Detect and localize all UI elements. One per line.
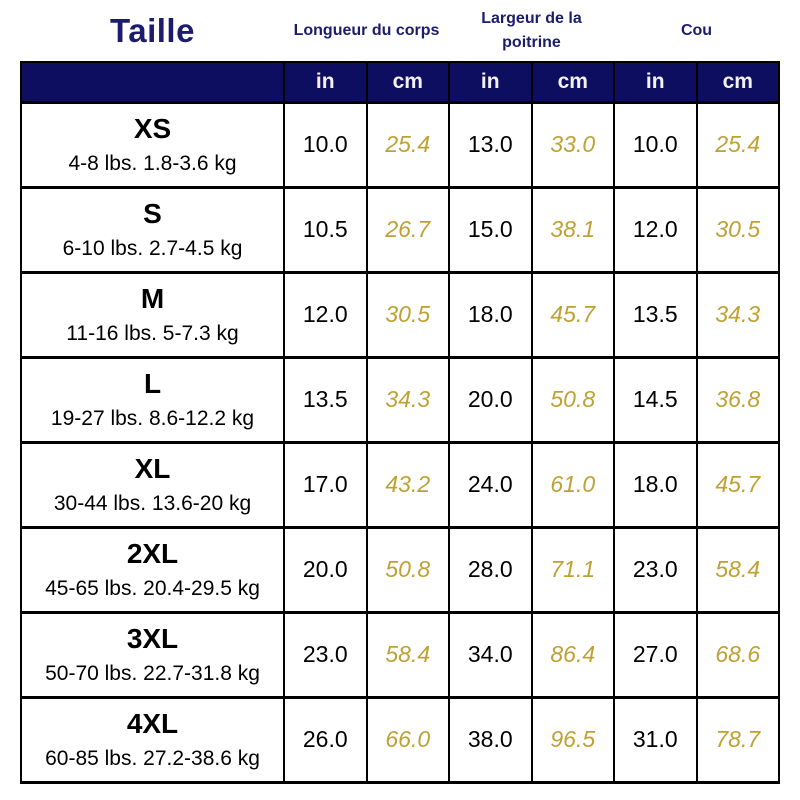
- table-row: [21, 442, 779, 527]
- unit-label-in: in: [449, 62, 532, 102]
- group-title-body-length: Longueur du corps: [284, 0, 449, 62]
- table-row: [21, 272, 779, 357]
- size-cell: [21, 697, 284, 782]
- weight-range: 50-70 lbs. 22.7-31.8 kg: [45, 661, 260, 685]
- in-value: 12.0: [284, 272, 367, 357]
- size-cell: [21, 527, 284, 612]
- in-value: 10.5: [284, 187, 367, 272]
- unit-band-empty-cell: [21, 62, 284, 102]
- size-cell: [21, 272, 284, 357]
- cm-value: 25.4: [367, 102, 450, 187]
- cm-value: 45.7: [697, 442, 780, 527]
- in-value: 24.0: [449, 442, 532, 527]
- weight-range: 30-44 lbs. 13.6-20 kg: [53, 491, 252, 515]
- size-cell: [21, 357, 284, 442]
- cm-value: 33.0: [532, 102, 615, 187]
- size-name: 4XL: [126, 708, 179, 740]
- weight-range: 19-27 lbs. 8.6-12.2 kg: [50, 406, 255, 430]
- size-cell: [21, 102, 284, 187]
- in-value: 38.0: [449, 697, 532, 782]
- group-title-neck: Cou: [614, 0, 779, 62]
- weight-range: 6-10 lbs. 2.7-4.5 kg: [62, 236, 243, 260]
- size-cell: [21, 187, 284, 272]
- cm-value: 58.4: [697, 527, 780, 612]
- cm-value: 30.5: [697, 187, 780, 272]
- cm-value: 25.4: [697, 102, 780, 187]
- size-cell: [21, 442, 284, 527]
- cm-value: 50.8: [367, 527, 450, 612]
- unit-label-in: in: [284, 62, 367, 102]
- table-body: [21, 102, 779, 782]
- cm-value: 61.0: [532, 442, 615, 527]
- in-value: 12.0: [614, 187, 697, 272]
- in-value: 23.0: [284, 612, 367, 697]
- cm-value: 43.2: [367, 442, 450, 527]
- cm-value: 30.5: [367, 272, 450, 357]
- cm-value: 58.4: [367, 612, 450, 697]
- table-row: [21, 527, 779, 612]
- in-value: 20.0: [449, 357, 532, 442]
- in-value: 26.0: [284, 697, 367, 782]
- unit-label-cm: cm: [367, 62, 450, 102]
- size-cell: [21, 612, 284, 697]
- size-name: XS: [133, 113, 172, 145]
- size-name: S: [143, 198, 162, 230]
- cm-value: 66.0: [367, 697, 450, 782]
- in-value: 27.0: [614, 612, 697, 697]
- size-name: 3XL: [126, 623, 179, 655]
- in-value: 13.5: [614, 272, 697, 357]
- in-value: 34.0: [449, 612, 532, 697]
- cm-value: 34.3: [367, 357, 450, 442]
- weight-range: 11-16 lbs. 5-7.3 kg: [66, 321, 239, 345]
- cm-value: 34.3: [697, 272, 780, 357]
- table-row: [21, 697, 779, 782]
- table-row: [21, 357, 779, 442]
- in-value: 23.0: [614, 527, 697, 612]
- weight-range: 60-85 lbs. 27.2-38.6 kg: [45, 746, 260, 770]
- in-value: 20.0: [284, 527, 367, 612]
- cm-value: 50.8: [532, 357, 615, 442]
- cm-value: 86.4: [532, 612, 615, 697]
- in-value: 31.0: [614, 697, 697, 782]
- cm-value: 96.5: [532, 697, 615, 782]
- size-name: L: [143, 368, 162, 400]
- cm-value: 68.6: [697, 612, 780, 697]
- cm-value: 71.1: [532, 527, 615, 612]
- in-value: 14.5: [614, 357, 697, 442]
- cm-value: 38.1: [532, 187, 615, 272]
- column-titles-row: [21, 0, 779, 62]
- table-row: [21, 187, 779, 272]
- cm-value: 45.7: [532, 272, 615, 357]
- cm-value: 78.7: [697, 697, 780, 782]
- group-title-chest-width: Largeur de la poitrine: [449, 0, 614, 62]
- unit-label-cm: cm: [532, 62, 615, 102]
- weight-range: 45-65 lbs. 20.4-29.5 kg: [45, 576, 260, 600]
- in-value: 10.0: [284, 102, 367, 187]
- in-value: 15.0: [449, 187, 532, 272]
- size-table: [20, 0, 780, 784]
- cm-value: 26.7: [367, 187, 450, 272]
- weight-range: 4-8 lbs. 1.8-3.6 kg: [68, 151, 237, 175]
- unit-band-row: [21, 62, 779, 102]
- unit-label-cm: cm: [697, 62, 780, 102]
- size-name: 2XL: [126, 538, 179, 570]
- table-row: [21, 102, 779, 187]
- in-value: 28.0: [449, 527, 532, 612]
- cm-value: 36.8: [697, 357, 780, 442]
- in-value: 13.0: [449, 102, 532, 187]
- in-value: 10.0: [614, 102, 697, 187]
- in-value: 13.5: [284, 357, 367, 442]
- size-name: XL: [134, 453, 171, 485]
- in-value: 18.0: [614, 442, 697, 527]
- in-value: 17.0: [284, 442, 367, 527]
- unit-label-in: in: [614, 62, 697, 102]
- size-column-title: Taille: [21, 0, 284, 62]
- in-value: 18.0: [449, 272, 532, 357]
- size-name: M: [140, 283, 165, 315]
- table-row: [21, 612, 779, 697]
